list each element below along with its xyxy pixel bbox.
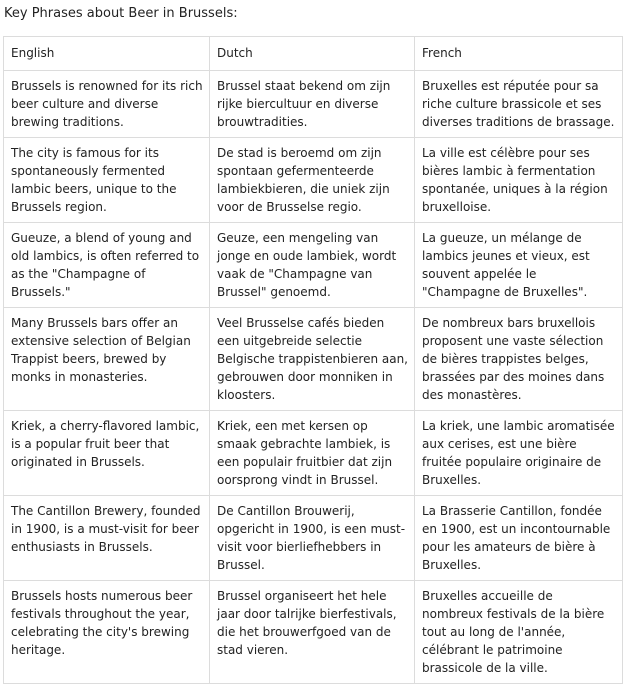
cell-english: The Cantillon Brewery, founded in 1900, is a must-visit for beer enthusiasts in Brussels. — [4, 496, 210, 581]
cell-english: Many Brussels bars offer an extensive selection of Belgian Trappist beers, brewed by monks in monasteries. — [4, 308, 210, 411]
cell-dutch: De Cantillon Brouwerij, opgericht in 1900, is een must-visit voor bierliefhebbers in Brussel. — [210, 496, 415, 581]
table-row — [4, 71, 623, 138]
header-row — [4, 37, 623, 71]
cell-french: La gueuze, un mélange de lambics jeunes et vieux, est souvent appelée le "Champagne de Bruxelles". — [415, 223, 623, 308]
table-row — [4, 308, 623, 411]
cell-french: La ville est célèbre pour ses bières lambic à fermentation spontanée, uniques à la région bruxelloise. — [415, 138, 623, 223]
phrases-table — [3, 36, 623, 684]
cell-french: De nombreux bars bruxellois proposent une vaste sélection de bières trappistes belges, brassées par des moines dans des monastères. — [415, 308, 623, 411]
table-body — [4, 71, 623, 684]
page-title: Key Phrases about Beer in Brussels: — [4, 6, 238, 21]
cell-french: Bruxelles est réputée pour sa riche culture brassicole et ses diverses traditions de brassage. — [415, 71, 623, 138]
table-row — [4, 581, 623, 684]
header-french: French — [415, 37, 623, 71]
cell-english: The city is famous for its spontaneously fermented lambic beers, unique to the Brussels region. — [4, 138, 210, 223]
cell-english: Gueuze, a blend of young and old lambics, is often referred to as the "Champagne of Brussels." — [4, 223, 210, 308]
cell-english: Kriek, a cherry-flavored lambic, is a popular fruit beer that originated in Brussels. — [4, 411, 210, 496]
table-row — [4, 223, 623, 308]
header-dutch: Dutch — [210, 37, 415, 71]
table-row — [4, 411, 623, 496]
cell-french: La kriek, une lambic aromatisée aux cerises, est une bière fruitée populaire originaire de Bruxelles. — [415, 411, 623, 496]
cell-french: La Brasserie Cantillon, fondée en 1900, est un incontournable pour les amateurs de bière à Bruxelles. — [415, 496, 623, 581]
table-row — [4, 496, 623, 581]
cell-english: Brussels hosts numerous beer festivals throughout the year, celebrating the city's brewing heritage. — [4, 581, 210, 684]
table-header — [4, 37, 623, 71]
header-english: English — [4, 37, 210, 71]
cell-dutch: Brussel staat bekend om zijn rijke biercultuur en diverse brouwtradities. — [210, 71, 415, 138]
cell-dutch: Kriek, een met kersen op smaak gebrachte lambiek, is een populair fruitbier dat zijn oorsprong vindt in Brussel. — [210, 411, 415, 496]
cell-dutch: Geuze, een mengeling van jonge en oude lambiek, wordt vaak de "Champagne van Brussel" genoemd. — [210, 223, 415, 308]
cell-dutch: De stad is beroemd om zijn spontaan gefermenteerde lambiekbieren, die uniek zijn voor de Brusselse regio. — [210, 138, 415, 223]
cell-english: Brussels is renowned for its rich beer culture and diverse brewing traditions. — [4, 71, 210, 138]
cell-dutch: Brussel organiseert het hele jaar door talrijke bierfestivals, die het brouwerfgoed van de stad vieren. — [210, 581, 415, 684]
cell-french: Bruxelles accueille de nombreux festivals de la bière tout au long de l'année, célébrant le patrimoine brassicole de la ville. — [415, 581, 623, 684]
table-row — [4, 138, 623, 223]
cell-dutch: Veel Brusselse cafés bieden een uitgebreide selectie Belgische trappistenbieren aan, gebrouwen door monniken in kloosters. — [210, 308, 415, 411]
